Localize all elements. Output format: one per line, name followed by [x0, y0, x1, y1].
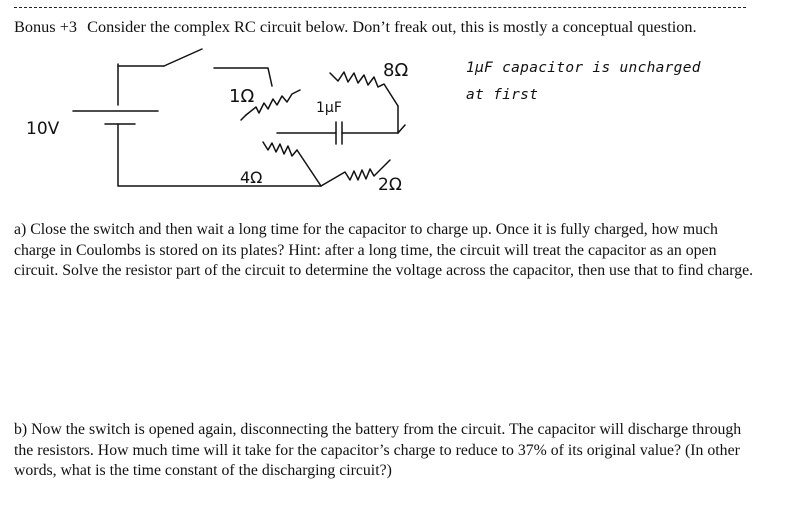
resistor-4-ohm-label: 4Ω: [240, 168, 263, 187]
capacitor-note-line-1: 1μF capacitor is uncharged: [466, 60, 701, 76]
left-node-wire: [241, 115, 246, 120]
battery-symbol: [73, 64, 321, 186]
resistor-2-ohm-label: 2Ω: [378, 175, 402, 195]
capacitor-note-line-2: at first: [466, 87, 539, 103]
problem-intro: Consider the complex RC circuit below. Don’t freak out, this is mostly a conceptual question.: [87, 17, 697, 36]
battery-voltage-label: 10V: [26, 119, 60, 139]
resistor-1-ohm-label: 1Ω: [229, 86, 255, 107]
top-divider: [14, 7, 746, 8]
capacitor-label: 1μF: [316, 100, 342, 116]
problem-header: [14, 17, 697, 37]
bonus-label: Bonus +3: [14, 17, 78, 36]
switch: [164, 49, 202, 66]
resistor-8-ohm-label: 8Ω: [383, 60, 409, 81]
resistor-4-ohm: [263, 142, 297, 156]
right-node-wire: [398, 106, 405, 133]
capacitor-plates: [336, 122, 342, 144]
question-part-b: b) Now the switch is opened again, disconnecting the battery from the circuit. The capacitor will discharge through the resistors. How much time will it take for the capacitor’s charge to reduce to 37% of its original value? (In other words, what is the time constant of the discharging circuit?): [14, 421, 742, 479]
top-wire: [214, 68, 272, 86]
question-part-a: a) Close the switch and then wait a long time for the capacitor to charge up. Once it is fully charged, how much charge in Coulombs is stored on its plates? Hint: after a long time, the circuit will treat the capacitor as an open circuit. Solve the resistor part of the circuit to determine the voltage across the capacitor, then use that to find charge.: [14, 221, 754, 279]
